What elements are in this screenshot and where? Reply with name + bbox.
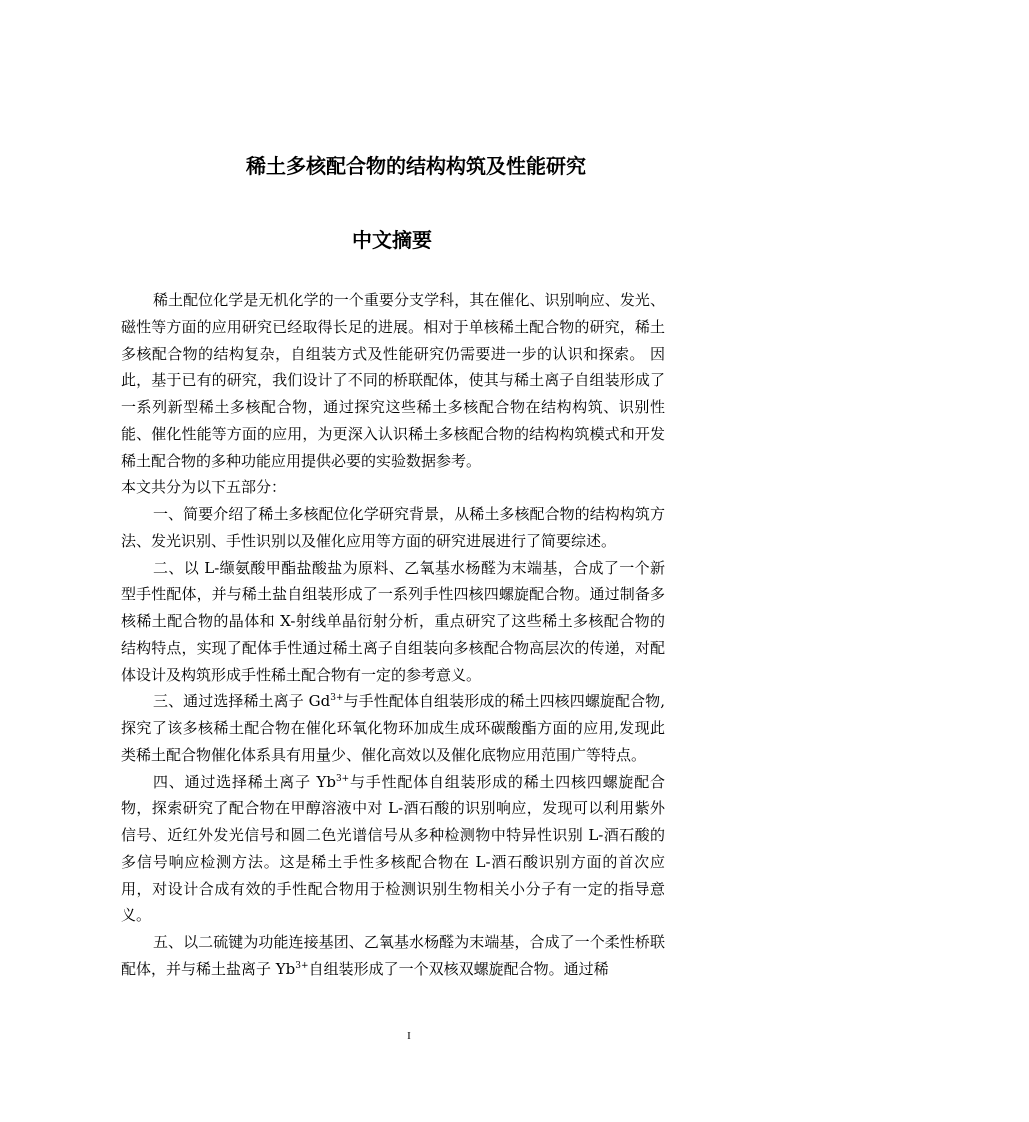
abstract-body: [121, 287, 665, 983]
document-title: 稀土多核配合物的结构构筑及性能研究: [246, 154, 586, 178]
part-four-paragraph: [121, 769, 665, 930]
part-two-paragraph: 二、以 L-缬氨酸甲酯盐酸盐为原料、乙氧基水杨醛为末端基，合成了一个新型手性配体，并与稀土盐自组装形成了一系列手性四核四螺旋配合物。通过制备多核稀土配合物的晶体和 X-射线单晶衍射分析，重点研究了这些稀土多核配合物的结构特点，实现了配体手性通过稀土离子自组装向多核配合物高层次的传递，对配体设计及构筑形成手性稀土配合物有一定的参考意义。: [121, 558, 665, 684]
part-four-text-start: 四、通过选择稀土离子 Yb: [153, 772, 336, 791]
gd-ion-charge: 3+: [330, 693, 344, 704]
section-heading: 中文摘要: [352, 228, 432, 252]
yb-ion-charge-2: 3+: [295, 960, 309, 971]
part-four-text-end: 与手性配体自组装形成的稀土四核四螺旋配合物，探索研究了配合物在甲醇溶液中对 L-酒石酸的识别响应，发现可以利用紫外信号、近红外发光信号和圆二色光谱信号从多种检测物中特异性识别 L-酒石酸的多信号响应检测方法。这是稀土手性多核配合物在 L-酒石酸识别方面的首次应用，对设计合成有效的手性配合物用于检测识别生物相关小分子有一定的指导意义。: [121, 772, 665, 925]
part-five-text-end: 自组装形成了一个双核双螺旋配合物。通过稀: [308, 959, 609, 978]
part-three-text-start: 三、通过选择稀土离子 Gd: [153, 692, 331, 711]
part-three-paragraph: [121, 688, 665, 768]
part-one-paragraph: 一、简要介绍了稀土多核配位化学研究背景，从稀土多核配合物的结构构筑方法、发光识别、手性识别以及催化应用等方面的研究进展进行了简要综述。: [121, 505, 665, 550]
outline-intro: 本文共分为以下五部分：: [121, 478, 287, 497]
part-three-text-end: 与手性配体自组装形成的稀土四核四螺旋配合物,探究了该多核稀土配合物在催化环氧化物环加成生成环碳酸酯方面的应用,发现此类稀土配合物催化体系具有用量少、催化高效以及催化底物应用范围广等特点。: [121, 692, 665, 764]
part-five-text-start: 五、以二硫键为功能连接基团、乙氧基水杨醛为末端基，合成了一个柔性桥联配体，并与稀土盐离子 Yb: [121, 933, 665, 978]
yb-ion-charge: 3+: [335, 773, 350, 784]
part-five-paragraph: [121, 929, 665, 983]
intro-paragraph: 稀土配位化学是无机化学的一个重要分支学科，其在催化、识别响应、发光、磁性等方面的应用研究已经取得长足的进展。相对于单核稀土配合物的研究，稀土多核配合物的结构复杂，自组装方式及性能研究仍需要进一步的认识和探索。 因此，基于已有的研究，我们设计了不同的桥联配体，使其与稀土离子自组装形成了一系列新型稀土多核配合物，通过探究这些稀土多核配合物在结构构筑、识别性能、催化性能等方面的应用，为更深入认识稀土多核配合物的结构构筑模式和开发稀土配合物的多种功能应用提供必要的实验数据参考。: [121, 291, 665, 470]
page-number: I: [407, 1030, 411, 1042]
